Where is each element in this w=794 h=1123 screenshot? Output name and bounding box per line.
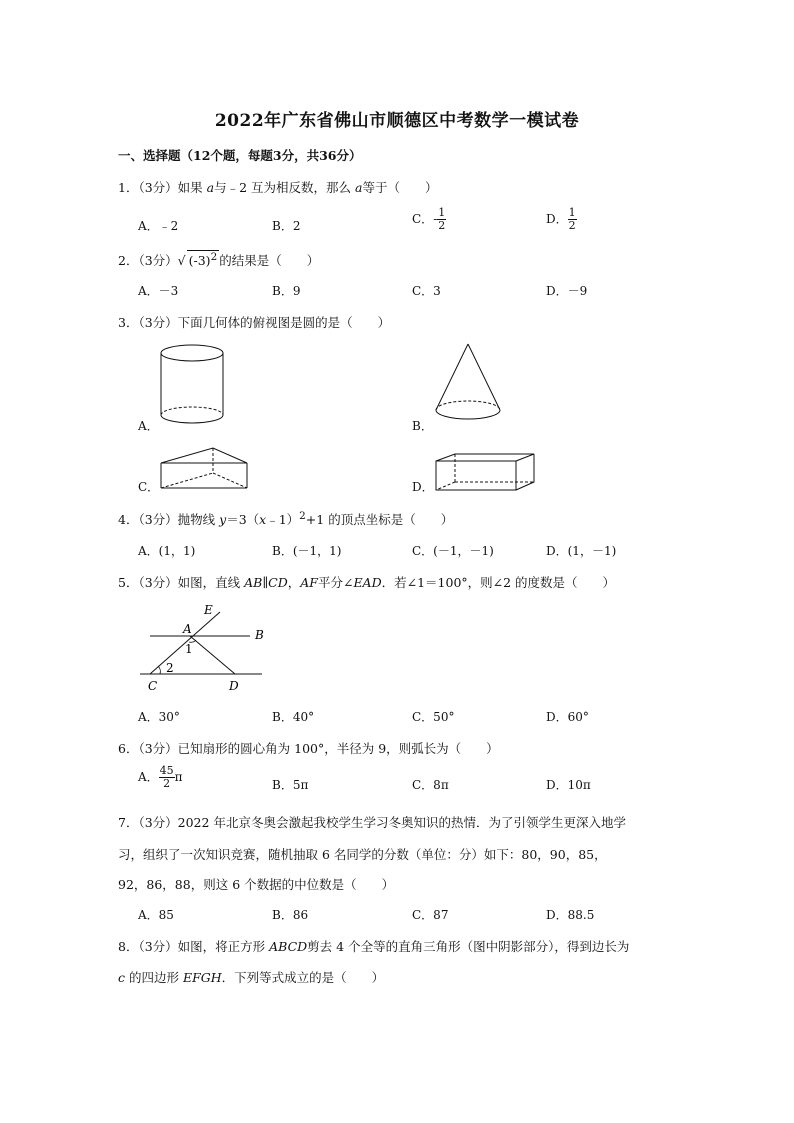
q6-option-b[interactable]: B．5π: [272, 778, 309, 792]
question-2-text: 的结果是（ ）: [219, 253, 320, 269]
radicand-base: (-3): [188, 253, 211, 269]
label-b: B: [255, 628, 264, 642]
fraction-denominator: 2: [163, 777, 171, 790]
variable-x: x: [259, 512, 267, 528]
question-1-text-a: 如果: [177, 180, 207, 195]
q1-option-d[interactable]: [546, 207, 577, 232]
q7-option-c[interactable]: C．87: [412, 908, 449, 922]
q4-option-c[interactable]: C．(－1，－1): [412, 544, 494, 558]
sqrt-sign: √: [177, 253, 186, 269]
quadrilateral-efgh: EFGH: [182, 970, 222, 985]
question-4-text-c: ﹣1）: [266, 512, 300, 528]
q4-option-a[interactable]: A．(1，1): [138, 544, 196, 558]
question-4-number: 4．（3分）: [118, 512, 178, 528]
question-1: [118, 178, 437, 196]
line-af: AF: [300, 575, 318, 590]
question-6: [118, 739, 499, 757]
q5-option-c[interactable]: C．50°: [412, 710, 455, 724]
label-angle-1: 1: [185, 642, 193, 656]
question-3-number: 3．（3分）: [118, 315, 178, 330]
variable-y: y: [219, 512, 227, 528]
question-5-text-a: 如图，直线: [177, 575, 245, 590]
q2-option-a[interactable]: A．－3: [138, 284, 179, 298]
q3-option-a[interactable]: A．: [138, 419, 159, 433]
square-abcd: ABCD: [269, 939, 308, 954]
variable-a: a: [206, 180, 215, 195]
question-8-number: 8．（3分）: [118, 939, 178, 954]
question-8-text-d: ．下列等式成立的是（ ）: [221, 970, 385, 985]
cone-figure: [433, 342, 503, 428]
question-4-text-d: +1 的顶点坐标是（ ）: [305, 512, 454, 528]
question-7-line-1: [118, 813, 626, 831]
sqrt-radicand: [187, 250, 220, 268]
question-4-text-a: 抛物线: [177, 512, 220, 528]
q6-option-d[interactable]: D．10π: [546, 778, 591, 792]
parallel-symbol: ∥: [262, 575, 269, 590]
q4-option-b[interactable]: B．(－1，1): [272, 544, 342, 558]
line-cd: CD: [268, 575, 288, 590]
q1-option-b[interactable]: B．2: [272, 219, 301, 233]
question-6-number: 6．（3分）: [118, 741, 178, 756]
label-c: C: [148, 679, 158, 693]
q6-option-c[interactable]: C．8π: [412, 778, 449, 792]
triangular-prism-figure: [158, 445, 250, 491]
question-7-line-3: 92，86，88，则这 6 个数据的中位数是（ ）: [118, 877, 395, 892]
q1-option-c[interactable]: [412, 207, 446, 232]
question-5: [118, 573, 615, 591]
label-e: E: [204, 603, 213, 617]
label-angle-2: 2: [166, 661, 174, 675]
q6-option-a[interactable]: [138, 765, 183, 790]
pi-symbol: π: [174, 770, 183, 784]
question-3-text: 下面几何体的俯视图是圆的是（ ）: [177, 315, 391, 330]
question-8-text-c: 的四边形: [125, 970, 183, 985]
q7-option-b[interactable]: B．86: [272, 908, 309, 922]
radicand-exponent: 2: [210, 251, 218, 263]
page-title: 2022年广东省佛山市顺德区中考数学一模试卷: [214, 111, 580, 131]
question-5-text-c: 平分∠: [317, 575, 354, 590]
q1-option-a[interactable]: A．﹣2: [138, 219, 179, 233]
q1-option-d-label: D．: [546, 212, 568, 226]
question-7-line-2: 习，组织了一次知识竞赛，随机抽取 6 名同学的分数（单位：分）如下：80，90，85，: [118, 847, 607, 862]
variable-c: c: [118, 970, 126, 985]
q3-option-c[interactable]: C．: [138, 480, 160, 494]
q1-option-c-label: C．: [412, 212, 434, 226]
question-8-line-1: [118, 937, 629, 955]
question-7-text-1: 2022 年北京冬奥会激起我校学生学习冬奥知识的热情．为了引领学生更深入地学: [177, 815, 626, 830]
fraction-denominator: 2: [438, 219, 446, 232]
question-8-text-a: 如图，将正方形: [177, 939, 270, 954]
q2-option-d[interactable]: D．－9: [546, 284, 588, 298]
variable-a-2: a: [355, 180, 363, 195]
q5-option-d[interactable]: D．60°: [546, 710, 589, 724]
label-a: A: [183, 622, 192, 636]
q3-option-b[interactable]: B．: [412, 419, 433, 433]
q7-option-d[interactable]: D．88.5: [546, 908, 595, 922]
question-4: [118, 510, 453, 528]
question-3: [118, 313, 390, 331]
question-8-line-2: [118, 968, 384, 986]
question-6-text: 已知扇形的圆心角为 100°，半径为 9，则弧长为（ ）: [177, 741, 499, 756]
q2-option-b[interactable]: B．9: [272, 284, 301, 298]
section-heading: 一、选择题（12个题，每题3分，共36分）: [118, 148, 362, 163]
question-1-text-b: 与﹣2 互为相反数，那么: [214, 180, 355, 195]
q6-option-a-fraction: [159, 765, 175, 790]
q1-option-c-fraction: [437, 207, 446, 232]
q5-option-a[interactable]: A．30°: [138, 710, 180, 724]
question-1-text-c: 等于（ ）: [362, 180, 438, 195]
question-2-number: 2．（3分）: [118, 253, 178, 269]
q7-option-a[interactable]: A．85: [138, 908, 174, 922]
rectangular-prism-figure: [433, 451, 537, 493]
question-2: [118, 250, 319, 269]
fraction-numerator: 45: [159, 764, 174, 777]
question-4-text-b: ＝3（: [226, 512, 260, 528]
label-d: D: [229, 679, 239, 693]
question-5-text-b: ，: [287, 575, 301, 590]
cylinder-figure: [158, 344, 228, 428]
question-8-text-b: 剪去 4 个全等的直角三角形（图中阴影部分），得到边长为: [307, 939, 630, 954]
fraction-denominator: 2: [568, 219, 576, 232]
question-7-number: 7．（3分）: [118, 815, 178, 830]
fraction-numerator: 1: [568, 206, 576, 219]
q5-option-b[interactable]: B．40°: [272, 710, 315, 724]
q3-option-d[interactable]: D．: [412, 480, 434, 494]
fraction-numerator: 1: [438, 206, 446, 219]
q1-option-c-sign: -: [433, 212, 438, 226]
q4-option-d[interactable]: D．(1，－1): [546, 544, 617, 558]
question-1-number: 1．（3分）: [118, 180, 178, 195]
q6-option-a-label: A．: [138, 770, 159, 784]
question-5-text-d: ．若∠1＝100°，则∠2 的度数是（ ）: [381, 575, 616, 590]
question-5-number: 5．（3分）: [118, 575, 178, 590]
exponent: 2: [299, 510, 306, 522]
parallel-lines-figure: [138, 600, 273, 692]
q2-option-c[interactable]: C．3: [412, 284, 441, 298]
line-ab: AB: [244, 575, 263, 590]
angle-ead: EAD: [353, 575, 382, 590]
q1-option-d-fraction: [568, 207, 577, 232]
